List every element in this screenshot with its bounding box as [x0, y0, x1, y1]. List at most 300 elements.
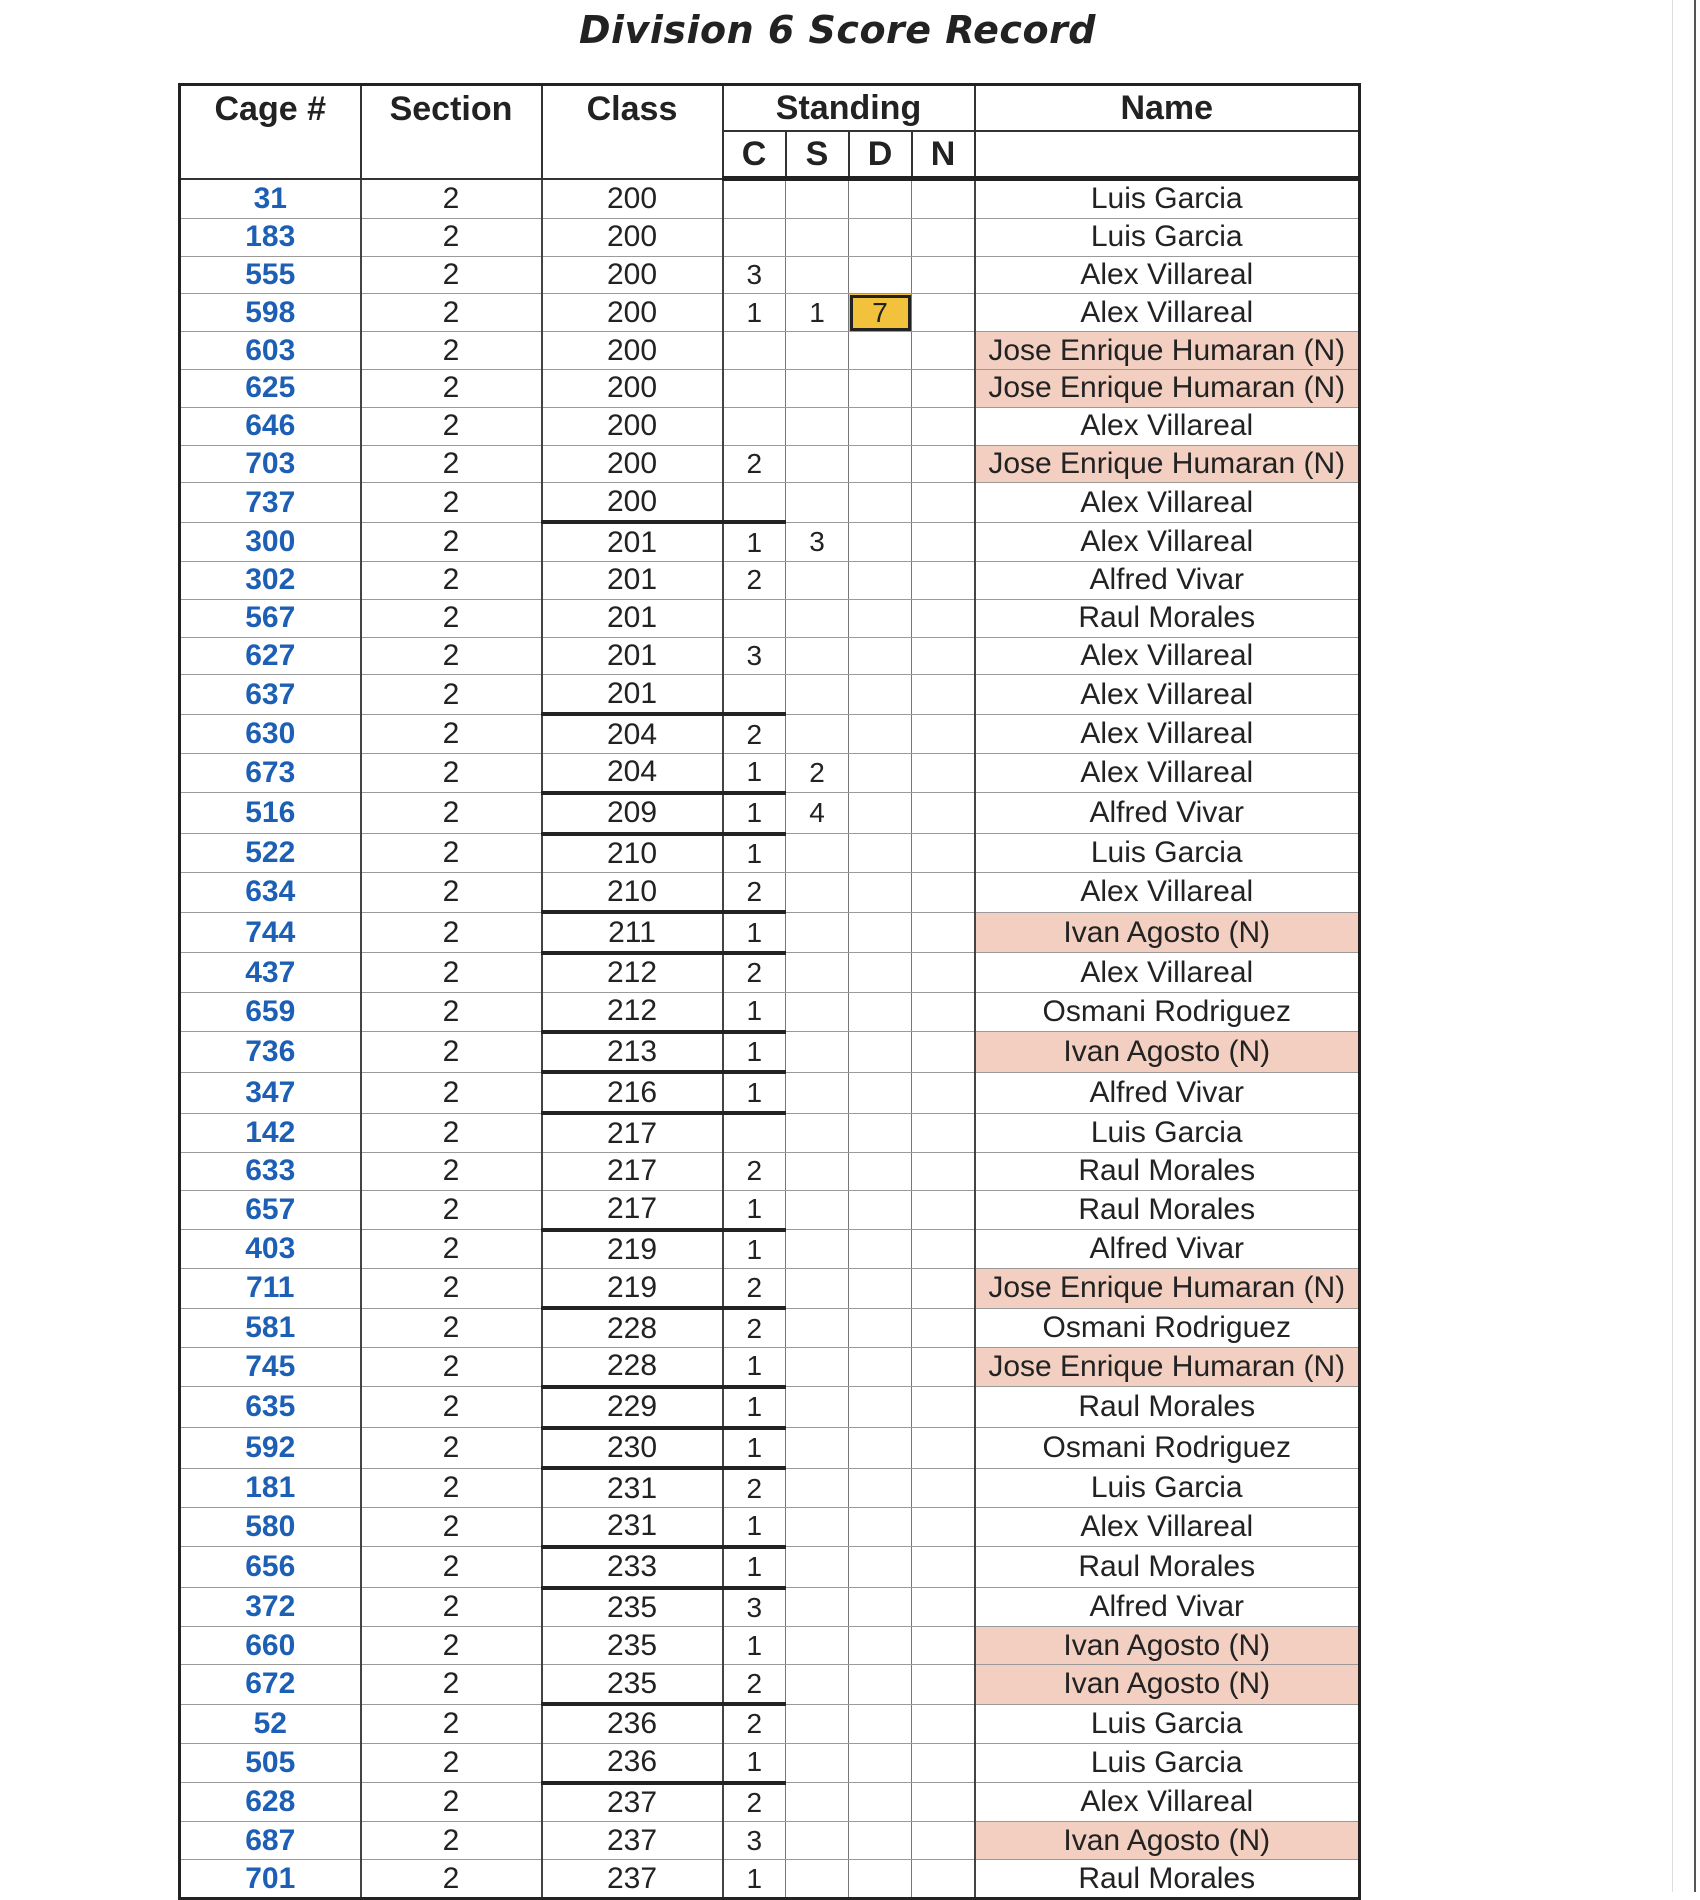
class-cell: 236 [542, 1743, 723, 1782]
section-cell: 2 [361, 1190, 542, 1229]
table-row [180, 753, 1360, 792]
standing-s-cell [786, 1387, 849, 1428]
name-cell: Raul Morales [975, 599, 1360, 637]
cage-cell: 522 [180, 834, 361, 873]
standing-c-cell: 2 [723, 1468, 786, 1507]
section-cell: 2 [361, 218, 542, 256]
standing-s-cell [786, 369, 849, 407]
standing-n-cell [912, 637, 975, 675]
standing-d-cell [849, 1428, 912, 1469]
cage-cell: 711 [180, 1269, 361, 1308]
name-cell: Alfred Vivar [975, 1230, 1360, 1269]
table-row [180, 953, 1360, 992]
cage-cell: 656 [180, 1547, 361, 1588]
section-cell: 2 [361, 1547, 542, 1588]
class-cell: 235 [542, 1588, 723, 1627]
class-cell: 200 [542, 256, 723, 294]
header-standing: Standing [723, 85, 975, 132]
section-cell: 2 [361, 1822, 542, 1860]
table-row [180, 561, 1360, 599]
section-cell: 2 [361, 1704, 542, 1743]
table-row [180, 1308, 1360, 1347]
standing-c-cell: 1 [723, 1387, 786, 1428]
standing-d-cell [849, 912, 912, 953]
standing-n-cell [912, 369, 975, 407]
standing-d-cell [849, 332, 912, 370]
standing-d-cell [849, 1190, 912, 1229]
standing-c-cell: 1 [723, 1860, 786, 1899]
standing-n-cell [912, 599, 975, 637]
cage-cell: 555 [180, 256, 361, 294]
standing-s-cell [786, 1468, 849, 1507]
cage-cell: 646 [180, 407, 361, 445]
standing-s-cell: 1 [786, 294, 849, 332]
section-cell: 2 [361, 1072, 542, 1113]
class-cell: 211 [542, 912, 723, 953]
class-cell: 200 [542, 407, 723, 445]
standing-d-cell [849, 1468, 912, 1507]
standing-s-cell [786, 1072, 849, 1113]
standing-n-cell [912, 1468, 975, 1507]
standing-c-cell [723, 483, 786, 522]
cage-cell: 659 [180, 992, 361, 1031]
class-cell: 217 [542, 1152, 723, 1190]
class-cell: 219 [542, 1269, 723, 1308]
cage-cell: 403 [180, 1230, 361, 1269]
table-row [180, 1269, 1360, 1308]
class-cell: 212 [542, 953, 723, 992]
section-cell: 2 [361, 369, 542, 407]
header-cage: Cage # [180, 85, 361, 179]
class-cell: 201 [542, 637, 723, 675]
standing-n-cell [912, 483, 975, 522]
standing-d-cell [849, 953, 912, 992]
table-row [180, 1822, 1360, 1860]
class-cell: 210 [542, 873, 723, 912]
section-cell: 2 [361, 522, 542, 561]
section-cell: 2 [361, 1665, 542, 1704]
standing-n-cell [912, 834, 975, 873]
table-row [180, 1230, 1360, 1269]
standing-s-cell [786, 1230, 849, 1269]
table-row [180, 1032, 1360, 1073]
standing-c-cell: 1 [723, 294, 786, 332]
name-cell: Luis Garcia [975, 834, 1360, 873]
name-cell: Alex Villareal [975, 522, 1360, 561]
section-cell: 2 [361, 1428, 542, 1469]
name-cell: Osmani Rodriguez [975, 992, 1360, 1031]
cage-cell: 737 [180, 483, 361, 522]
standing-s-cell [786, 1428, 849, 1469]
table-row [180, 1860, 1360, 1899]
table-row [180, 1783, 1360, 1822]
table-row [180, 1627, 1360, 1665]
cage-cell: 598 [180, 294, 361, 332]
standing-n-cell [912, 753, 975, 792]
standing-s-cell: 3 [786, 522, 849, 561]
standing-n-cell [912, 332, 975, 370]
table-row [180, 793, 1360, 834]
standing-s-cell [786, 1588, 849, 1627]
class-cell: 233 [542, 1547, 723, 1588]
standing-c-cell: 1 [723, 834, 786, 873]
standing-d-cell [849, 1860, 912, 1899]
table-row [180, 369, 1360, 407]
table-row [180, 1190, 1360, 1229]
section-cell: 2 [361, 714, 542, 753]
standing-c-cell [723, 179, 786, 219]
name-cell: Alex Villareal [975, 1508, 1360, 1547]
cage-cell: 673 [180, 753, 361, 792]
name-cell: Luis Garcia [975, 179, 1360, 219]
section-cell: 2 [361, 1387, 542, 1428]
standing-d-cell [849, 1387, 912, 1428]
section-cell: 2 [361, 675, 542, 714]
name-cell: Alex Villareal [975, 256, 1360, 294]
class-cell: 231 [542, 1468, 723, 1507]
class-cell: 200 [542, 483, 723, 522]
cage-cell: 736 [180, 1032, 361, 1073]
name-cell: Jose Enrique Humaran (N) [975, 445, 1360, 483]
name-cell: Jose Enrique Humaran (N) [975, 1347, 1360, 1386]
header-standing-n: N [912, 131, 975, 179]
section-cell: 2 [361, 1468, 542, 1507]
class-cell: 237 [542, 1783, 723, 1822]
cage-cell: 628 [180, 1783, 361, 1822]
header-standing-d: D [849, 131, 912, 179]
standing-d-cell [849, 793, 912, 834]
section-cell: 2 [361, 1308, 542, 1347]
section-cell: 2 [361, 753, 542, 792]
name-cell: Alex Villareal [975, 483, 1360, 522]
standing-s-cell [786, 1113, 849, 1152]
name-cell: Raul Morales [975, 1860, 1360, 1899]
standing-s-cell: 4 [786, 793, 849, 834]
section-cell: 2 [361, 1627, 542, 1665]
table-row [180, 407, 1360, 445]
class-cell: 201 [542, 675, 723, 714]
section-cell: 2 [361, 332, 542, 370]
cage-cell: 627 [180, 637, 361, 675]
section-cell: 2 [361, 1783, 542, 1822]
cage-cell: 580 [180, 1508, 361, 1547]
standing-n-cell [912, 912, 975, 953]
standing-n-cell [912, 1860, 975, 1899]
standing-d-cell [849, 992, 912, 1031]
name-cell: Luis Garcia [975, 1113, 1360, 1152]
standing-c-cell: 1 [723, 1743, 786, 1782]
cage-cell: 347 [180, 1072, 361, 1113]
standing-s-cell [786, 1032, 849, 1073]
section-cell: 2 [361, 179, 542, 219]
name-cell: Ivan Agosto (N) [975, 912, 1360, 953]
section-cell: 2 [361, 561, 542, 599]
section-cell: 2 [361, 445, 542, 483]
standing-s-cell [786, 179, 849, 219]
standing-n-cell [912, 1190, 975, 1229]
standing-d-cell [849, 179, 912, 219]
name-cell: Raul Morales [975, 1387, 1360, 1428]
standing-c-cell: 2 [723, 953, 786, 992]
name-cell: Alex Villareal [975, 873, 1360, 912]
name-cell: Alex Villareal [975, 714, 1360, 753]
standing-d-cell [849, 1508, 912, 1547]
standing-d-cell [849, 1347, 912, 1386]
cage-cell: 625 [180, 369, 361, 407]
standing-s-cell [786, 1308, 849, 1347]
cage-cell: 437 [180, 953, 361, 992]
standing-n-cell [912, 1428, 975, 1469]
standing-d-cell [849, 1113, 912, 1152]
section-cell: 2 [361, 1588, 542, 1627]
cage-cell: 660 [180, 1627, 361, 1665]
standing-n-cell [912, 1269, 975, 1308]
standing-c-cell: 1 [723, 992, 786, 1031]
cage-cell: 635 [180, 1387, 361, 1428]
class-cell: 228 [542, 1347, 723, 1386]
section-cell: 2 [361, 953, 542, 992]
standing-n-cell [912, 953, 975, 992]
table-row [180, 599, 1360, 637]
standing-s-cell [786, 1743, 849, 1782]
name-cell: Alex Villareal [975, 407, 1360, 445]
name-cell: Jose Enrique Humaran (N) [975, 332, 1360, 370]
standing-c-cell: 2 [723, 1152, 786, 1190]
cage-cell: 637 [180, 675, 361, 714]
section-cell: 2 [361, 1152, 542, 1190]
name-cell: Jose Enrique Humaran (N) [975, 1269, 1360, 1308]
standing-d-cell: 7 [849, 294, 912, 332]
standing-s-cell [786, 1822, 849, 1860]
cage-cell: 31 [180, 179, 361, 219]
table-row [180, 256, 1360, 294]
standing-n-cell [912, 1230, 975, 1269]
class-cell: 213 [542, 1032, 723, 1073]
table-row [180, 1072, 1360, 1113]
name-cell: Alex Villareal [975, 675, 1360, 714]
class-cell: 231 [542, 1508, 723, 1547]
header-class: Class [542, 85, 723, 179]
cage-cell: 633 [180, 1152, 361, 1190]
cage-cell: 567 [180, 599, 361, 637]
standing-n-cell [912, 793, 975, 834]
class-cell: 209 [542, 793, 723, 834]
section-cell: 2 [361, 1230, 542, 1269]
standing-c-cell: 1 [723, 753, 786, 792]
name-cell: Luis Garcia [975, 1704, 1360, 1743]
class-cell: 200 [542, 294, 723, 332]
class-cell: 235 [542, 1665, 723, 1704]
cage-cell: 581 [180, 1308, 361, 1347]
standing-s-cell [786, 1627, 849, 1665]
section-cell: 2 [361, 1743, 542, 1782]
standing-n-cell [912, 1783, 975, 1822]
standing-c-cell [723, 407, 786, 445]
class-cell: 201 [542, 599, 723, 637]
name-cell: Raul Morales [975, 1547, 1360, 1588]
standing-c-cell: 1 [723, 1347, 786, 1386]
name-cell: Alex Villareal [975, 953, 1360, 992]
standing-s-cell [786, 1269, 849, 1308]
standing-n-cell [912, 1665, 975, 1704]
standing-n-cell [912, 1072, 975, 1113]
standing-n-cell [912, 445, 975, 483]
table-row [180, 1468, 1360, 1507]
table-row [180, 637, 1360, 675]
standing-n-cell [912, 873, 975, 912]
scan-edge-line [1672, 0, 1673, 1892]
class-cell: 235 [542, 1627, 723, 1665]
class-cell: 204 [542, 753, 723, 792]
standing-s-cell [786, 599, 849, 637]
standing-n-cell [912, 561, 975, 599]
standing-c-cell: 2 [723, 714, 786, 753]
table-row [180, 1113, 1360, 1152]
name-cell: Ivan Agosto (N) [975, 1822, 1360, 1860]
class-cell: 201 [542, 561, 723, 599]
class-cell: 236 [542, 1704, 723, 1743]
standing-n-cell [912, 256, 975, 294]
standing-d-cell [849, 445, 912, 483]
cage-cell: 592 [180, 1428, 361, 1469]
standing-n-cell [912, 1308, 975, 1347]
standing-s-cell [786, 873, 849, 912]
cage-cell: 634 [180, 873, 361, 912]
standing-d-cell [849, 522, 912, 561]
standing-d-cell [849, 483, 912, 522]
standing-d-cell [849, 1269, 912, 1308]
class-cell: 201 [542, 522, 723, 561]
section-cell: 2 [361, 1508, 542, 1547]
name-cell: Alfred Vivar [975, 1588, 1360, 1627]
table-row [180, 1508, 1360, 1547]
standing-s-cell [786, 675, 849, 714]
table-row [180, 294, 1360, 332]
table-row [180, 1588, 1360, 1627]
cage-cell: 701 [180, 1860, 361, 1899]
standing-c-cell: 3 [723, 1822, 786, 1860]
standing-c-cell: 2 [723, 1665, 786, 1704]
standing-d-cell [849, 1072, 912, 1113]
standing-s-cell [786, 953, 849, 992]
table-row [180, 834, 1360, 873]
cage-cell: 181 [180, 1468, 361, 1507]
standing-s-cell [786, 992, 849, 1031]
class-cell: 212 [542, 992, 723, 1031]
name-cell: Alfred Vivar [975, 793, 1360, 834]
table-row [180, 714, 1360, 753]
section-cell: 2 [361, 1860, 542, 1899]
section-cell: 2 [361, 912, 542, 953]
standing-c-cell: 1 [723, 1508, 786, 1547]
standing-c-cell [723, 675, 786, 714]
standing-c-cell: 2 [723, 1783, 786, 1822]
class-cell: 200 [542, 445, 723, 483]
standing-d-cell [849, 753, 912, 792]
standing-c-cell: 2 [723, 873, 786, 912]
standing-n-cell [912, 1704, 975, 1743]
name-cell: Ivan Agosto (N) [975, 1665, 1360, 1704]
cage-cell: 603 [180, 332, 361, 370]
standing-d-cell [849, 1230, 912, 1269]
standing-s-cell [786, 256, 849, 294]
name-cell: Raul Morales [975, 1152, 1360, 1190]
standing-n-cell [912, 1387, 975, 1428]
standing-d-cell [849, 561, 912, 599]
standing-c-cell: 1 [723, 793, 786, 834]
standing-s-cell [786, 1860, 849, 1899]
table-row [180, 675, 1360, 714]
standing-d-cell [849, 1308, 912, 1347]
standing-d-cell [849, 834, 912, 873]
section-cell: 2 [361, 599, 542, 637]
standing-c-cell [723, 218, 786, 256]
class-cell: 200 [542, 218, 723, 256]
standing-n-cell [912, 1743, 975, 1782]
table-row [180, 522, 1360, 561]
table-row [180, 1743, 1360, 1782]
standing-c-cell: 1 [723, 522, 786, 561]
standing-n-cell [912, 179, 975, 219]
standing-n-cell [912, 992, 975, 1031]
standing-s-cell [786, 332, 849, 370]
table-row [180, 483, 1360, 522]
standing-d-cell [849, 1665, 912, 1704]
standing-n-cell [912, 675, 975, 714]
header-section: Section [361, 85, 542, 179]
name-cell: Alex Villareal [975, 294, 1360, 332]
section-cell: 2 [361, 1347, 542, 1386]
class-cell: 230 [542, 1428, 723, 1469]
section-cell: 2 [361, 873, 542, 912]
standing-s-cell [786, 483, 849, 522]
class-cell: 237 [542, 1860, 723, 1899]
cage-cell: 505 [180, 1743, 361, 1782]
name-cell: Raul Morales [975, 1190, 1360, 1229]
standing-n-cell [912, 1347, 975, 1386]
section-cell: 2 [361, 834, 542, 873]
name-cell: Alex Villareal [975, 753, 1360, 792]
class-cell: 200 [542, 179, 723, 219]
cage-cell: 52 [180, 1704, 361, 1743]
standing-n-cell [912, 1547, 975, 1588]
table-row [180, 1347, 1360, 1386]
cage-cell: 703 [180, 445, 361, 483]
cage-cell: 672 [180, 1665, 361, 1704]
table-row [180, 1152, 1360, 1190]
name-cell: Osmani Rodriguez [975, 1428, 1360, 1469]
standing-s-cell [786, 714, 849, 753]
standing-d-cell [849, 873, 912, 912]
standing-s-cell [786, 445, 849, 483]
standing-s-cell [786, 407, 849, 445]
cage-cell: 372 [180, 1588, 361, 1627]
class-cell: 204 [542, 714, 723, 753]
section-cell: 2 [361, 1113, 542, 1152]
standing-d-cell [849, 1032, 912, 1073]
table-row [180, 912, 1360, 953]
standing-d-cell [849, 1547, 912, 1588]
cage-cell: 183 [180, 218, 361, 256]
standing-n-cell [912, 1508, 975, 1547]
section-cell: 2 [361, 637, 542, 675]
standing-n-cell [912, 1588, 975, 1627]
table-row [180, 332, 1360, 370]
cage-cell: 745 [180, 1347, 361, 1386]
standing-s-cell [786, 1783, 849, 1822]
standing-d-cell [849, 1152, 912, 1190]
standing-n-cell [912, 1113, 975, 1152]
